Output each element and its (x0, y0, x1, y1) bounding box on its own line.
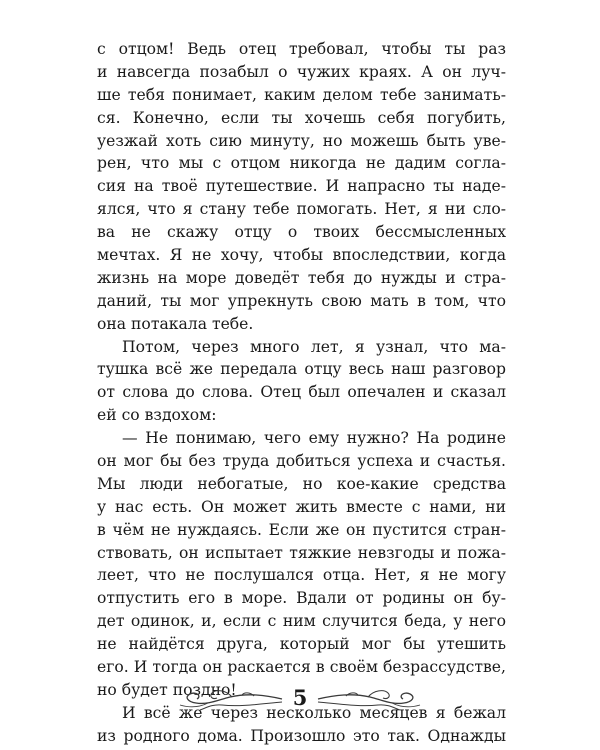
text-line: И всё же через несколько месяцев я бежал (122, 703, 506, 722)
text-line: мечтах. Я не хочу, чтобы впоследствии, когда (97, 246, 506, 265)
text-line: жизнь на море доведёт тебя до нужды и стра- (97, 268, 506, 287)
body-text (97, 38, 506, 748)
text-line: ствовать, он испытает тяжкие невзгоды и пожа- (97, 543, 506, 562)
text-line: из родного дома. Произошло это так. Однажды (97, 726, 506, 745)
text-line: но будет поздно! (97, 680, 237, 699)
page-footer (170, 683, 430, 715)
page-number: 5 (292, 685, 308, 710)
text-line: не найдётся друга, который мог бы утешить (97, 635, 506, 654)
text-line: тушка всё же передала отцу весь наш разговор (97, 360, 506, 379)
text-line: от слова до слова. Отец был опечален и сказал (97, 383, 506, 402)
text-line: дет одинок, и, если с ним случится беда, у него (97, 612, 506, 631)
text-line: с отцом! Ведь отец требовал, чтобы ты раз (97, 40, 506, 58)
text-line: он мог бы без труда добиться успеха и счастья. (97, 452, 506, 471)
text-line: уезжай хоть сию минуту, но можешь быть уве- (97, 131, 506, 150)
text-line: даний, ты мог упрекнуть свою мать в том, что (97, 291, 506, 310)
text-line: Мы люди небогатые, но кое-какие средства (97, 474, 506, 493)
text-line: ялся, что я стану тебе помогать. Нет, я ни сло- (97, 200, 506, 219)
text-line: сия на твоё путешествие. И напрасно ты наде- (97, 177, 506, 196)
text-line: ся. Конечно, если ты хочешь себя погубить, (97, 108, 506, 127)
text-line: ей со вздохом: (97, 406, 217, 425)
text-line: леет, что не послушался отца. Нет, я не могу (97, 566, 506, 585)
text-line: отпустить его в море. Вдали от родины он бу- (97, 589, 506, 608)
text-line: ва не скажу отцу о твоих бессмысленных (97, 223, 506, 242)
text-line: — Не понимаю, чего ему нужно? На родине (122, 429, 506, 448)
text-line: рен, что мы с отцом никогда не дадим согла- (97, 154, 506, 173)
text-line: у нас есть. Он может жить вместе с нами, ни (97, 497, 506, 516)
text-line: ше тебя понимает, каким делом тебе занимать- (97, 85, 506, 104)
text-line: его. И тогда он раскается в своём безрассудстве, (97, 658, 506, 677)
text-line: в чём не нуждаясь. Если же он пустится стран- (97, 520, 506, 539)
text-line: и навсегда позабыл о чужих краях. А он луч- (97, 62, 506, 81)
text-line: она потакала тебе. (97, 314, 254, 333)
text-line: Потом, через много лет, я узнал, что ма- (122, 337, 506, 356)
